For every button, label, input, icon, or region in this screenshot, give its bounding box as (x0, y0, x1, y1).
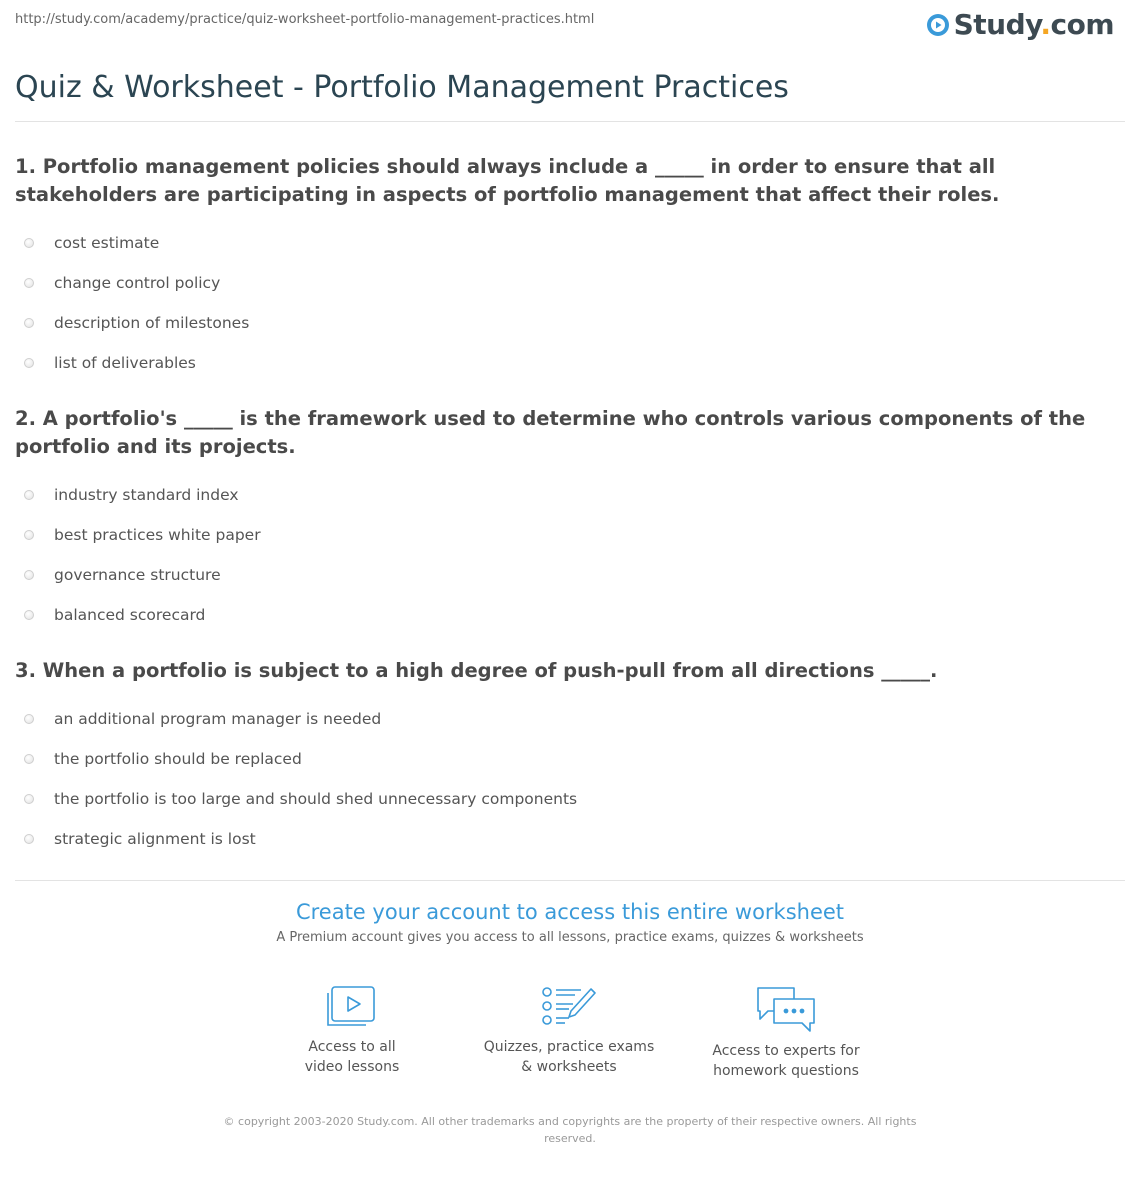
radio-button[interactable] (24, 278, 34, 288)
answer-list (15, 699, 1115, 859)
feature-video-lessons (252, 985, 452, 1077)
top-bar (0, 0, 1140, 48)
checklist-quiz-icon (541, 985, 597, 1029)
answer-option[interactable] (15, 475, 1115, 515)
answer-option[interactable] (15, 223, 1115, 263)
question-text: 3. When a portfolio is subject to a high degree of push-pull from all directions _____. (15, 659, 938, 682)
feature-label: Quizzes, practice exams & worksheets (483, 1039, 655, 1075)
radio-button[interactable] (24, 754, 34, 764)
question-3 (15, 657, 1115, 859)
radio-button[interactable] (24, 570, 34, 580)
answer-list (15, 475, 1115, 635)
answer-option[interactable] (15, 595, 1115, 635)
logo-text: Study (953, 8, 1041, 41)
question-text: 1. Portfolio management policies should always include a _____ in order to ensure that all stakeholders are participating in aspects of portfolio management that affect their roles. (15, 155, 1000, 206)
video-lesson-icon (326, 985, 378, 1029)
answer-label: cost estimate (54, 234, 160, 252)
answer-label: the portfolio is too large and should shed unnecessary components (54, 790, 578, 808)
question-text: 2. A portfolio's _____ is the framework used to determine who controls various components of the portfolio and its projects. (15, 407, 1086, 458)
create-account-link[interactable]: Create your account to access this entire worksheet (295, 900, 845, 924)
answer-label: an additional program manager is needed (54, 710, 382, 728)
title-divider (15, 121, 1125, 122)
answer-option[interactable] (15, 819, 1115, 859)
logo-dot: . (1040, 8, 1051, 41)
answer-option[interactable] (15, 779, 1115, 819)
feature-label: Access to all video lessons (304, 1039, 400, 1075)
question-2 (15, 405, 1115, 635)
answer-option[interactable] (15, 343, 1115, 383)
answer-label: list of deliverables (54, 354, 196, 372)
play-logo-icon (926, 13, 950, 37)
answer-label: balanced scorecard (54, 606, 206, 624)
answer-label: best practices white paper (54, 526, 261, 544)
radio-button[interactable] (24, 610, 34, 620)
answer-option[interactable] (15, 699, 1115, 739)
promo-divider (15, 880, 1125, 881)
answer-label: governance structure (54, 566, 221, 584)
answer-option[interactable] (15, 303, 1115, 343)
answer-option[interactable] (15, 515, 1115, 555)
promo-subtitle: A Premium account gives you access to all lessons, practice exams, quizzes & worksheets (276, 930, 864, 945)
radio-button[interactable] (24, 794, 34, 804)
logo-tld: com (1050, 8, 1114, 41)
radio-button[interactable] (24, 530, 34, 540)
radio-button[interactable] (24, 490, 34, 500)
answer-label: strategic alignment is lost (54, 830, 256, 848)
answer-label: change control policy (54, 274, 221, 292)
copyright-notice: © copyright 2003-2020 Study.com. All other trademarks and copyrights are the property of their respective owners. All rights reserved. (223, 1115, 917, 1145)
answer-label: industry standard index (54, 486, 239, 504)
feature-experts (686, 985, 886, 1081)
answer-option[interactable] (15, 263, 1115, 303)
chat-bubbles-icon (754, 985, 818, 1033)
feature-quizzes (469, 985, 669, 1077)
logo-wordmark (954, 8, 1114, 41)
answer-option[interactable] (15, 555, 1115, 595)
answer-list (15, 223, 1115, 383)
study-logo[interactable] (926, 8, 1114, 41)
radio-button[interactable] (24, 358, 34, 368)
question-1 (15, 153, 1115, 383)
radio-button[interactable] (24, 714, 34, 724)
answer-label: description of milestones (54, 314, 250, 332)
premium-promo (0, 900, 1140, 945)
feature-label: Access to experts for homework questions (712, 1043, 860, 1079)
radio-button[interactable] (24, 834, 34, 844)
answer-option[interactable] (15, 739, 1115, 779)
radio-button[interactable] (24, 238, 34, 248)
radio-button[interactable] (24, 318, 34, 328)
page-url: http://study.com/academy/practice/quiz-worksheet-portfolio-management-practices.html (15, 12, 595, 27)
page-title: Quiz & Worksheet - Portfolio Management Practices (15, 70, 789, 105)
answer-label: the portfolio should be replaced (54, 750, 302, 768)
